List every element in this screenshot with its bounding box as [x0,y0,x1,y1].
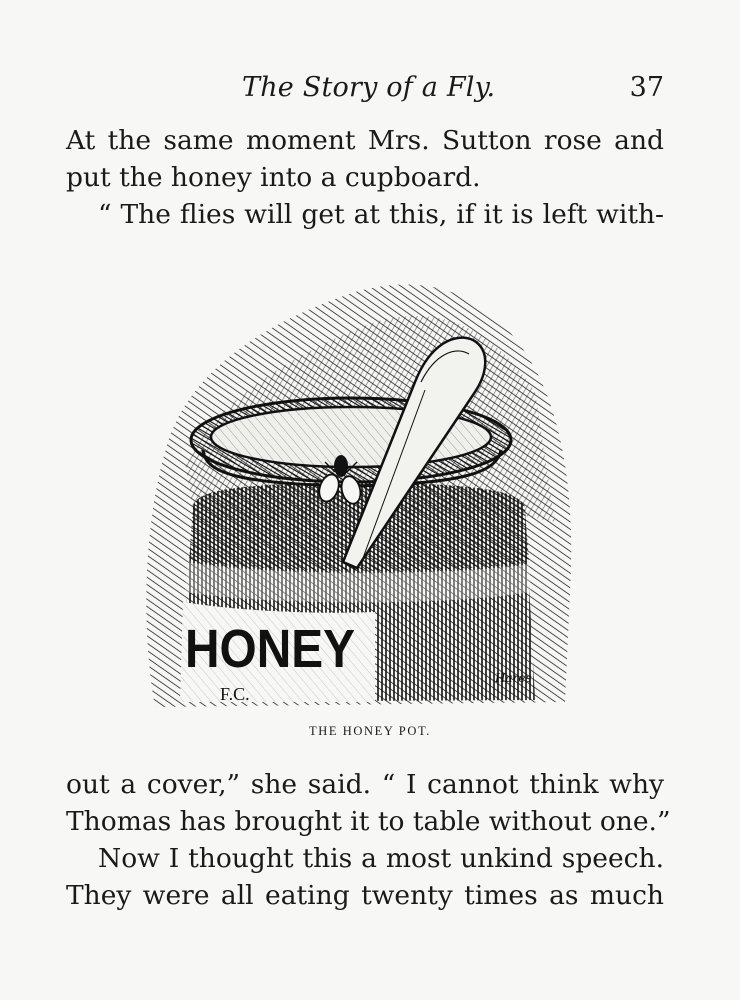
figure-caption: THE HONEY POT. [308,724,432,738]
body-text-top [66,122,664,233]
running-head [66,72,664,108]
text-line: Thomas has brought it to table without one.” [66,806,671,837]
honey-pot-drawing [125,262,585,718]
text-line: “ The flies will get at this, if it is left with- [98,199,664,230]
text-line: They were all eating twenty times as much [66,880,664,911]
jar-label-subtext: F.C. [220,684,250,704]
honey-pot-illustration [125,262,585,718]
body-text-bottom [66,766,671,914]
text-line: put the honey into a cupboard. [66,162,481,193]
artist-signature: Hares [495,671,532,685]
jar-label-text: HONEY [185,619,355,679]
text-line: At the same moment Mrs. Sutton rose and [66,125,664,156]
running-title: The Story of a Fly. [242,72,496,103]
text-line: out a cover,” she said. “ I cannot think why [66,769,664,800]
text-line: Now I thought this a most unkind speech. [98,843,664,874]
page-number: 37 [629,72,664,103]
